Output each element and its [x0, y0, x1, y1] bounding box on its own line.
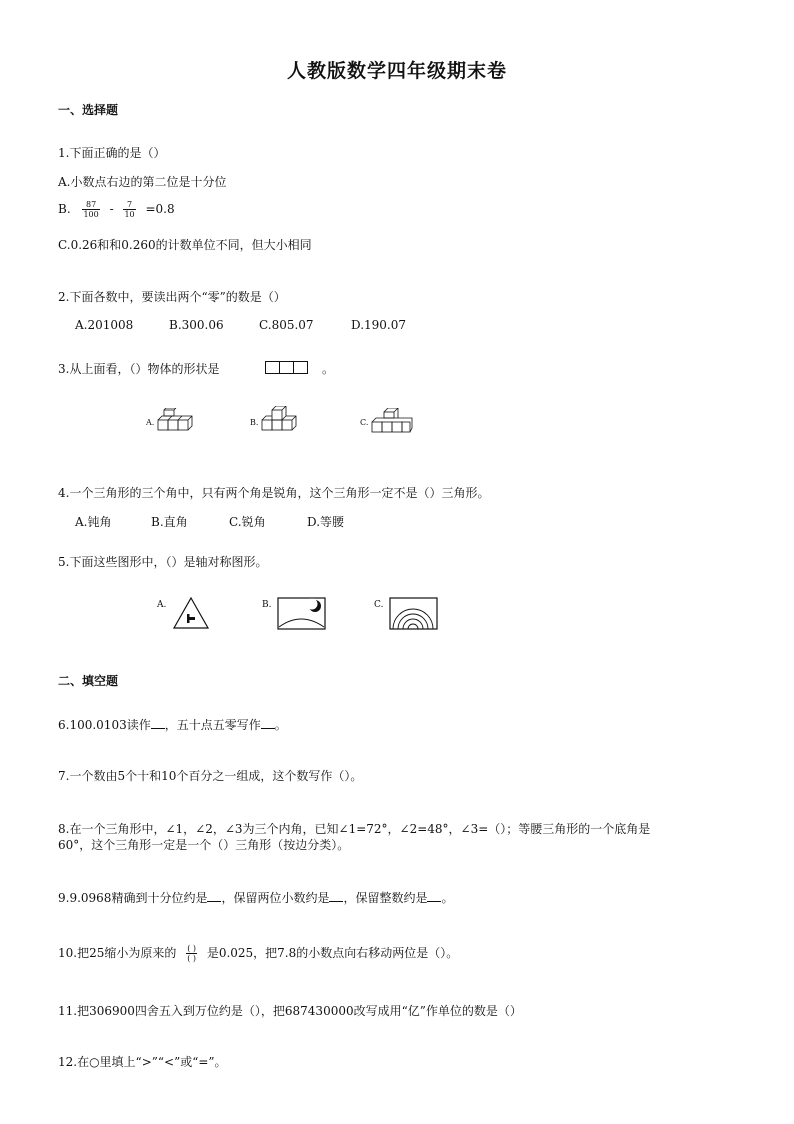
- q9-text-1: 9.9.0968精确到十分位约是: [58, 891, 208, 905]
- q5-figure-a-label: A.: [157, 600, 167, 610]
- q3-figure-a-label: A.: [146, 418, 155, 427]
- q3-figure-b-label: B.: [250, 418, 259, 427]
- q2-option-b: B.300.06: [169, 318, 224, 332]
- fraction-7-10: [123, 200, 135, 219]
- moon-and-arc-icon: [277, 597, 327, 631]
- fraction-numerator: ( ): [187, 944, 196, 953]
- question-3-stem: 3.从上面看，（）物体的形状是: [58, 362, 220, 376]
- question-5-stem: 5.下面这些图形中，（）是轴对称图形。: [58, 555, 268, 569]
- question-9: [58, 889, 454, 906]
- equation-result: =0.8: [145, 202, 175, 216]
- question-8-line-1: 8.在一个三角形中，∠1，∠2，∠3为三个内角，已知∠1=72°，∠2=48°，∠3=（）；等腰三角形的一个底角是: [58, 822, 651, 836]
- cube-stack-b-icon: [260, 406, 300, 436]
- q6-text-3: 。: [274, 718, 287, 732]
- q9-text-3: ，保留整数约是: [343, 891, 428, 905]
- q9-text-2: ，保留两位小数约是: [221, 891, 330, 905]
- q10-text-2: 是0.025，把7.8的小数点向右移动两位是（）。: [206, 946, 459, 960]
- question-1-option-b: [58, 200, 175, 219]
- q2-option-c: C.805.07: [259, 318, 314, 332]
- q6-text-2: ，五十点五零写作: [164, 718, 261, 732]
- fraction-denominator: ( ): [187, 954, 196, 963]
- answer-blank[interactable]: [151, 718, 165, 729]
- fraction-denominator: 100: [83, 210, 99, 219]
- question-6: [58, 716, 287, 733]
- question-7: 7.一个数由5个十和10个百分之一组成，这个数写作（）。: [58, 769, 363, 783]
- minus-sign: -: [109, 202, 114, 216]
- q4-option-b: B.直角: [151, 515, 188, 529]
- q6-text-1: 6.100.0103读作: [58, 718, 151, 732]
- question-11: 11.把306900四舍五入到万位约是（），把687430000改写成用“亿”作单位的数是（）: [58, 1004, 522, 1018]
- answer-blank[interactable]: [427, 891, 441, 902]
- question-3-end: 。: [322, 362, 335, 376]
- top-view-three-squares-icon: [265, 361, 309, 375]
- fraction-denominator: 10: [124, 210, 135, 219]
- cube-stack-c-icon: [370, 408, 414, 436]
- q3-figure-c-label: C.: [360, 418, 369, 427]
- question-10: [58, 944, 458, 963]
- answer-blank[interactable]: [261, 718, 275, 729]
- q5-figure-b-label: B.: [262, 600, 272, 610]
- question-1-stem: 1.下面正确的是（）: [58, 146, 166, 160]
- page-title: 人教版数学四年级期末卷: [286, 60, 507, 82]
- blank-fraction[interactable]: [186, 944, 197, 963]
- option-b-label: B.: [58, 202, 71, 216]
- q4-option-a: A.钝角: [75, 515, 112, 529]
- question-4-stem: 4.一个三角形的三个角中，只有两个角是锐角，这个三角形一定不是（）三角形。: [58, 486, 490, 500]
- answer-blank[interactable]: [207, 891, 221, 902]
- fraction-numerator: 7: [123, 200, 135, 210]
- question-1-option-c: C.0.26和和0.260的计数单位不同，但大小相同: [58, 238, 312, 252]
- answer-blank[interactable]: [329, 891, 343, 902]
- cube-stack-a-icon: [156, 408, 194, 436]
- question-2-stem: 2.下面各数中，要读出两个“零”的数是（）: [58, 290, 286, 304]
- q4-option-c: C.锐角: [229, 515, 266, 529]
- question-12: 12.在○里填上“>”“<”或“=”。: [58, 1055, 227, 1069]
- question-8-line-2: 60°，这个三角形一定是一个（）三角形（按边分类）。: [58, 838, 350, 852]
- fraction-87-100: [82, 200, 99, 219]
- concentric-arcs-icon: [389, 597, 439, 631]
- triangle-with-flag-icon: [172, 596, 210, 630]
- q2-option-a: A.201008: [75, 318, 134, 332]
- fraction-numerator: 87: [82, 200, 99, 210]
- q9-text-4: 。: [441, 891, 454, 905]
- q4-option-d: D.等腰: [307, 515, 345, 529]
- section-heading-choice: 一、选择题: [58, 103, 119, 117]
- q10-text-1: 10.把25缩小为原来的: [58, 946, 177, 960]
- question-1-option-a: A.小数点右边的第二位是十分位: [58, 175, 227, 189]
- q2-option-d: D.190.07: [351, 318, 406, 332]
- q5-figure-c-label: C.: [374, 600, 384, 610]
- section-heading-fill: 二、填空题: [58, 674, 119, 688]
